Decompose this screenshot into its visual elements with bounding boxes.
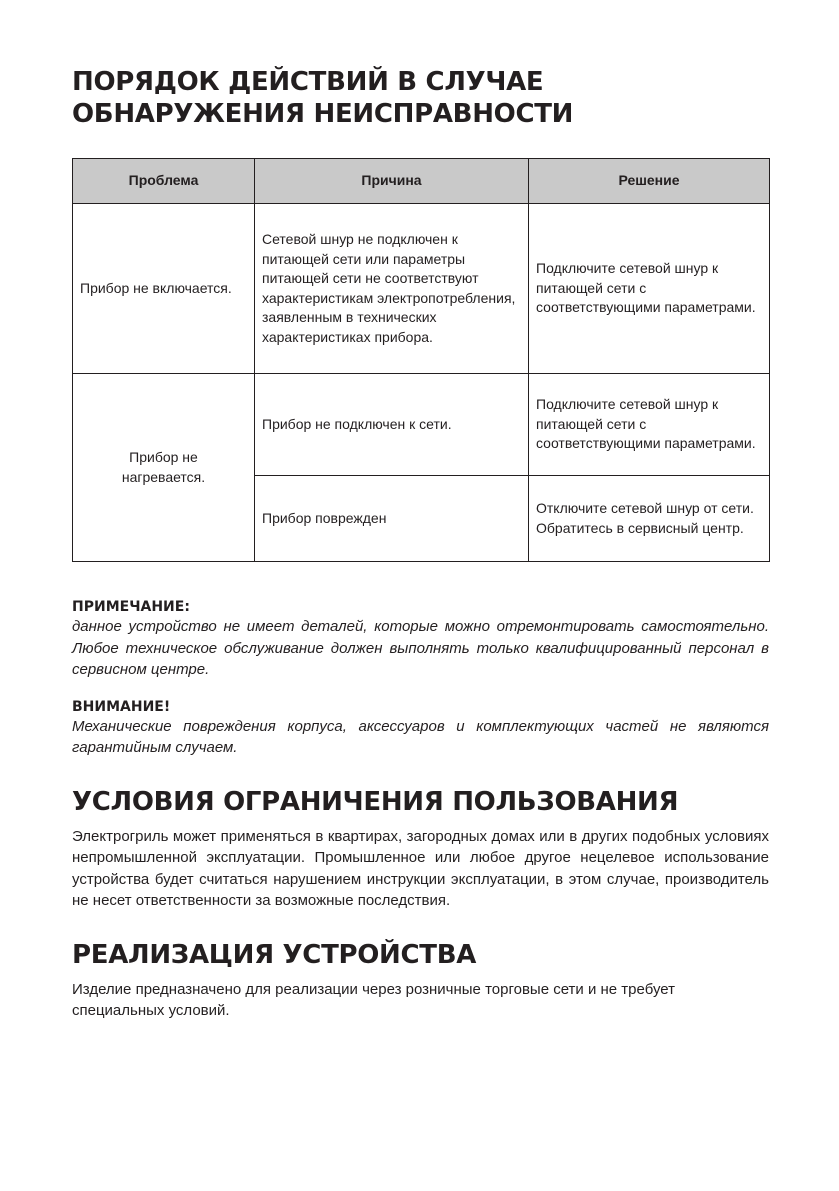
problem-cell: Прибор не нагревается. [73, 374, 255, 562]
table-row [73, 374, 770, 476]
cause-cell: Прибор поврежден [255, 476, 529, 562]
note-text: данное устройство не имеет деталей, которые можно отремонтировать самостоятельно. Любое техническое обслуживание должен выполнять только квалифицированный персонал в сервисном центре. [72, 618, 769, 678]
warning-text: Механические повреждения корпуса, аксессуаров и комплектующих частей не являются гарантийным случаем. [72, 717, 769, 756]
header-cause: Причина [255, 159, 529, 204]
solution-cell: Подключите сетевой шнур к питающей сети с соответствующими параметрами. [529, 204, 770, 374]
header-problem: Проблема [73, 159, 255, 204]
solution-cell: Подключите сетевой шнур к питающей сети с соответствующими параметрами. [529, 374, 770, 476]
document-page [72, 62, 769, 1022]
usage-paragraph: Электрогриль может применяться в квартирах, загородных домах или в других подобных условиях непромышленной эксплуатации. Промышленное или любое другое нецелевое использование устройства будет считаться нарушением инструкции эксплуатации, в этом случае, производитель не несет ответственности за возможные последствия. [72, 827, 769, 909]
note-heading: ПРИМЕЧАНИЕ: [72, 599, 190, 615]
usage-section-title: УСЛОВИЯ ОГРАНИЧЕНИЯ ПОЛЬЗОВАНИЯ [72, 786, 679, 817]
table-row [73, 204, 770, 374]
table-header-row [73, 159, 770, 204]
solution-cell: Отключите сетевой шнур от сети. Обратитесь в сервисный центр. [529, 476, 770, 562]
warning-heading: ВНИМАНИЕ! [72, 698, 171, 715]
problem-cell: Прибор не включается. [73, 204, 255, 374]
sales-section-title: РЕАЛИЗАЦИЯ УСТРОЙСТВА [72, 939, 477, 970]
header-solution: Решение [529, 159, 770, 204]
sales-paragraph: Изделие предназначено для реализации через розничные торговые сети и не требует специальных условий. [72, 980, 675, 1019]
troubleshooting-table [72, 158, 770, 562]
page-title: ПОРЯДОК ДЕЙСТВИЙ В СЛУЧАЕ ОБНАРУЖЕНИЯ НЕИСПРАВНОСТИ [72, 67, 574, 129]
cause-cell: Сетевой шнур не подключен к питающей сети или параметры питающей сети не соответствуют характеристикам электропотребления, заявленным в технических характеристиках прибора. [255, 204, 529, 374]
cause-cell: Прибор не подключен к сети. [255, 374, 529, 476]
